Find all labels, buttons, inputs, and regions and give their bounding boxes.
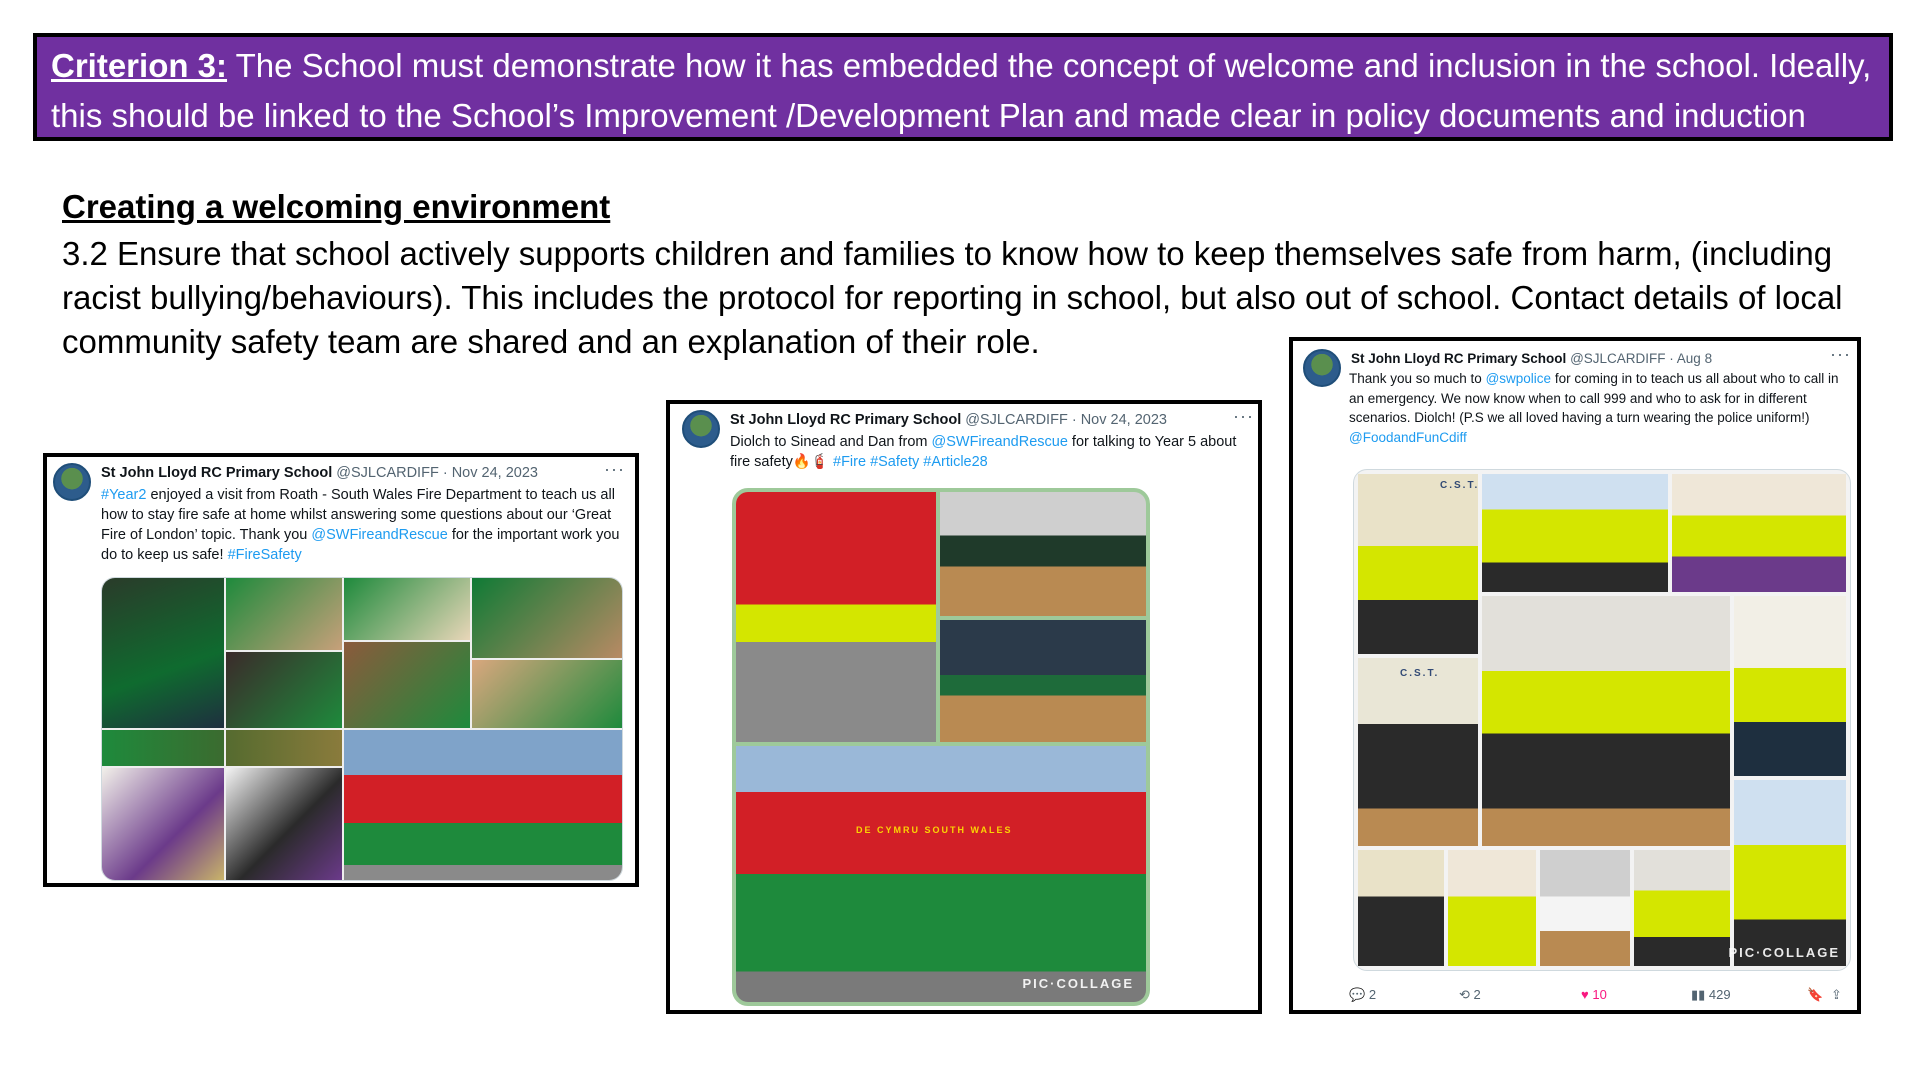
tweet-photo-collage[interactable]	[101, 577, 623, 881]
school-avatar-icon[interactable]	[1303, 349, 1341, 387]
meta-separator: ·	[438, 465, 452, 481]
tweet-date[interactable]: Aug 8	[1676, 351, 1713, 366]
pic-collage-watermark: PIC·COLLAGE	[1728, 944, 1840, 960]
like-action[interactable]: ♥ 10	[1581, 987, 1607, 1002]
photo-hall-presentation-2	[940, 620, 1146, 742]
tweet-text	[101, 485, 626, 565]
tweet-header	[730, 410, 1167, 430]
mention-link[interactable]: @FoodandFunCdiff	[1349, 429, 1467, 445]
like-count: 10	[1592, 987, 1607, 1002]
criterion-banner	[33, 33, 1893, 184]
photo-children-uniform-2	[1448, 850, 1536, 966]
photo-police-child-1	[1358, 474, 1478, 654]
school-avatar-icon[interactable]	[682, 410, 720, 448]
photo-fire-engine-group	[736, 746, 1146, 1002]
meta-separator: ·	[1067, 412, 1081, 428]
more-options-icon[interactable]: ···	[1830, 344, 1851, 364]
section-heading: Creating a welcoming environment	[62, 188, 611, 225]
photo-children-3	[344, 578, 470, 640]
tweet-1	[53, 459, 625, 883]
photo-firefighter-child	[736, 492, 936, 742]
criterion-text: The School must demonstrate how it has embedded the concept of welcome and inclusion in the school. Ideally, this should be linked to the School’s Improvement /Development Plan and made clear in policy documents and induction processes.	[51, 47, 1872, 184]
hashtag-link[interactable]: #Fire #Safety #Article28	[833, 454, 988, 470]
tweet-header	[1351, 349, 1712, 369]
bookmark-icon[interactable]: 🔖	[1807, 987, 1824, 1002]
sign-cst-1: C.S.T.	[1440, 480, 1480, 491]
tweet-text	[1349, 369, 1849, 447]
photo-police-child-3	[1734, 780, 1846, 966]
photo-police-group-2	[1672, 474, 1846, 592]
reply-action[interactable]: 💬 2	[1349, 987, 1377, 1002]
photo-classroom-1	[102, 768, 224, 880]
repost-action[interactable]: ⟲ 2	[1459, 987, 1481, 1002]
photo-fire-engine	[344, 730, 622, 880]
photo-police-child-2	[1734, 596, 1846, 776]
sign-cst-2: C.S.T.	[1400, 668, 1440, 679]
photo-children-1	[226, 578, 342, 650]
tweet-text-part: for the important work you do to keep us safe!	[101, 527, 620, 563]
photo-children-2	[226, 652, 342, 728]
criterion-label: Criterion 3:	[51, 47, 228, 84]
tweet-handle[interactable]: @SJLCARDIFF	[1570, 351, 1666, 366]
photo-police-officers-3	[1634, 850, 1730, 966]
share-icon[interactable]: ⇪	[1831, 987, 1842, 1002]
photo-police-officers-2	[1358, 658, 1478, 846]
tweet-author[interactable]: St John Lloyd RC Primary School	[730, 412, 962, 428]
tweet-3	[1303, 344, 1851, 1009]
views-count: 429	[1708, 987, 1731, 1002]
tweet-header	[101, 463, 538, 483]
tweet-date[interactable]: Nov 24, 2023	[451, 465, 538, 481]
photo-children-uniform-1	[1358, 850, 1444, 966]
photo-police-officers-center	[1482, 596, 1730, 846]
tweet-text-part: for coming in to teach us all about who to call in an emergency. We now know when to call 999 and who to ask for in different scenarios. Diolch! (P.S we all loved having a turn wearing the police uniform!)	[1349, 371, 1839, 425]
more-options-icon[interactable]: ···	[1233, 406, 1254, 426]
section-body: 3.2 Ensure that school actively supports children and families to know how to keep themselves safe from harm, (including racist bullying/behaviours). This includes the protocol for reporting in school, but also out of school. Contact details of local community safety team are shared and an explanation of their role.	[62, 235, 1843, 360]
more-options-icon[interactable]: ···	[604, 459, 625, 479]
photo-class-2	[226, 730, 342, 766]
photo-hall-presentation-1	[940, 492, 1146, 616]
tweet-card-2	[666, 400, 1262, 1014]
tweet-text-part: Thank you so much to	[1349, 371, 1486, 386]
tweet-handle[interactable]: @SJLCARDIFF	[965, 412, 1068, 428]
tweet-text-part: for talking to Year 5 about fire safety🔥🧯	[730, 434, 1237, 470]
tweet-handle[interactable]: @SJLCARDIFF	[336, 465, 439, 481]
tweet-author[interactable]: St John Lloyd RC Primary School	[101, 465, 333, 481]
tweet-photo-collage[interactable]	[732, 488, 1150, 1006]
fire-engine-livery-text: DE CYMRU SOUTH WALES	[856, 825, 1013, 835]
hashtag-link[interactable]: #Year2	[101, 487, 147, 503]
photo-firefighter-hose	[102, 578, 224, 728]
mention-link[interactable]: @SWFireandRescue	[931, 434, 1068, 450]
repost-count: 2	[1473, 987, 1481, 1002]
mention-link[interactable]: @swpolice	[1485, 371, 1552, 386]
tweet-date[interactable]: Nov 24, 2023	[1080, 412, 1167, 428]
photo-classroom-2	[226, 768, 342, 880]
photo-class-1	[102, 730, 224, 766]
mention-link[interactable]: @SWFireandRescue	[311, 527, 448, 543]
meta-separator: ·	[1665, 351, 1677, 366]
tweet-card-3	[1289, 337, 1861, 1014]
photo-children-table	[1540, 850, 1630, 966]
school-avatar-icon[interactable]	[53, 463, 91, 501]
pic-collage-watermark: PIC·COLLAGE	[1022, 976, 1134, 991]
tweet-author[interactable]: St John Lloyd RC Primary School	[1351, 351, 1567, 366]
tweet-actions	[1349, 985, 1849, 1005]
tweet-2	[682, 406, 1254, 1010]
tweet-card-1	[43, 453, 639, 887]
photo-children-6	[472, 660, 622, 728]
views-action[interactable]: ▮▮ 429	[1691, 987, 1731, 1002]
photo-police-group-1	[1482, 474, 1668, 592]
tweet-photo-collage[interactable]	[1353, 469, 1851, 971]
tweet-text-part: enjoyed a visit from Roath - South Wales Fire Department to teach us all how to stay fire safe at home whilst answering some questions about our ‘Great Fire of London’ topic. Thank you	[101, 487, 615, 543]
reply-count: 2	[1368, 987, 1377, 1002]
photo-children-4	[472, 578, 622, 658]
photo-children-5	[344, 642, 470, 728]
hashtag-link[interactable]: #FireSafety	[227, 547, 302, 563]
tweet-text-part: Diolch to Sinead and Dan from	[730, 434, 932, 450]
tweet-text	[730, 432, 1245, 472]
